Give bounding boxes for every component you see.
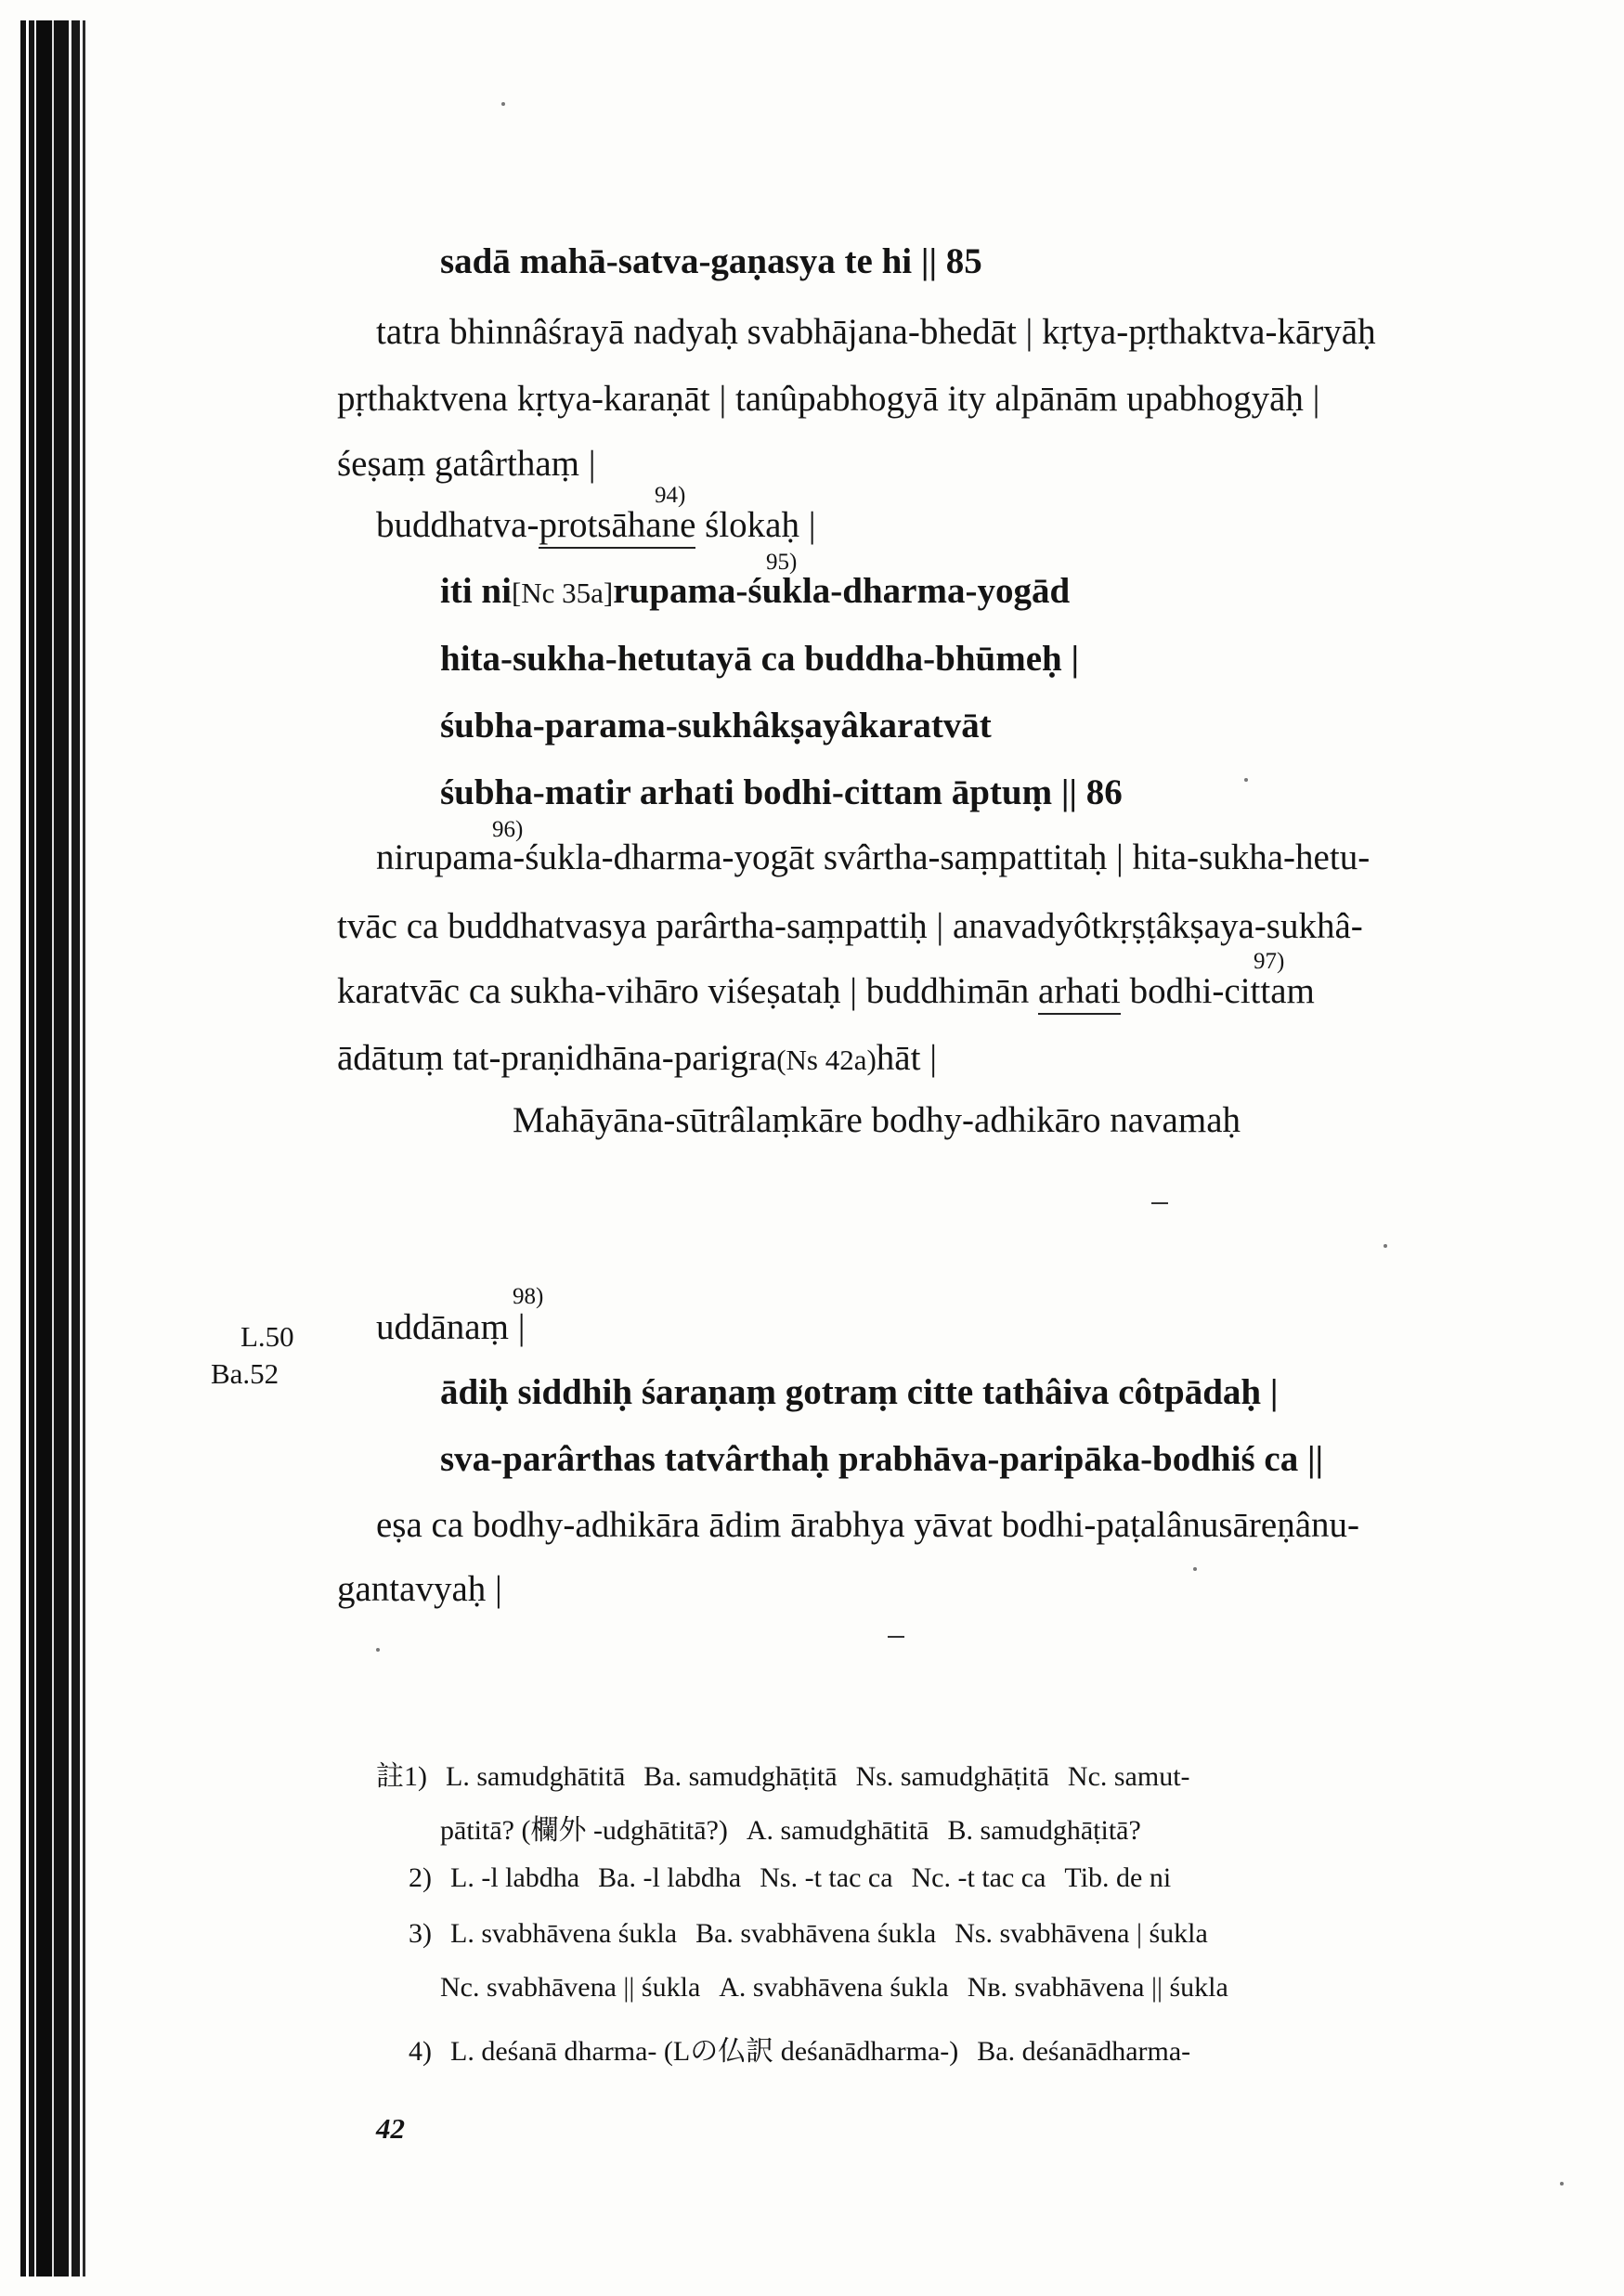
- footnote-1: 註1) L. samudghātitā Ba. samudghāṭitā Ns. samudghāṭitā Nc. samut-: [376, 1761, 1190, 1792]
- note-ref-98: 98): [513, 1284, 544, 1309]
- page-number: 42: [376, 2112, 405, 2145]
- note-ref-97: 97): [1254, 949, 1285, 974]
- footnote-4: 4) L. deśanā dharma- (Lの仏訳 deśanādharma-) Ba. deśanādharma-: [409, 2036, 1191, 2067]
- note-ref-96: 96): [492, 817, 524, 842]
- chapter-colophon: Mahāyāna-sūtrâlaṃkāre bodhy-adhikāro navamaḥ: [513, 1100, 1241, 1140]
- margin-ref-ba: Ba.52: [211, 1357, 279, 1390]
- commentary-line: gantavyaḥ |: [337, 1569, 502, 1609]
- footnote-2: 2) L. -l labdha Ba. -l labdha Ns. -t tac ca Nc. -t tac ca Tib. de ni: [409, 1862, 1172, 1893]
- commentary-line: karatvāc ca sukha-vihāro viśeṣataḥ | buddhimān arhati bodhi-cittam: [337, 973, 1315, 1009]
- commentary-line: śeṣaṃ gatârthaṃ |: [337, 444, 596, 484]
- footnote-3-cont: Nc. svabhāvena || śukla A. svabhāvena śukla Nв. svabhāvena || śukla: [440, 1972, 1228, 2003]
- uddana-verse-line: sva-parârthas tatvârthaḥ prabhāva-paripāka-bodhiś ca ||: [440, 1439, 1324, 1479]
- commentary-line: nirupama-śukla-dharma-yogāt svârtha-saṃpattitaḥ | hita-sukha-hetu-: [376, 837, 1371, 877]
- verse-86-line: hita-sukha-hetutayā ca buddha-bhūmeḥ |: [440, 639, 1080, 679]
- book-spine-edge: [20, 20, 97, 2277]
- commentary-line: tatra bhinnâśrayā nadyaḥ svabhājana-bhedāt | kṛtya-pṛthaktva-kāryāḥ: [376, 312, 1376, 352]
- verse-86-line: iti ni[Nc 35a]rupama-śukla-dharma-yogād: [440, 571, 1071, 611]
- verse-86-line: śubha-matir arhati bodhi-cittam āptuṃ || 86: [440, 772, 1123, 812]
- commentary-line: ādātuṃ tat-praṇidhāna-parigra(Ns 42a)hāt |: [337, 1038, 937, 1078]
- note-ref-94: 94): [655, 483, 686, 508]
- margin-ref-l: L.50: [240, 1320, 294, 1353]
- uddana-verse-line: ādiḥ siddhiḥ śaraṇaṃ gotraṃ citte tathâiva côtpādaḥ |: [440, 1372, 1279, 1412]
- verse-85-end: sadā mahā-satva-gaṇasya te hi || 85: [440, 241, 982, 281]
- commentary-line: pṛthaktvena kṛtya-karaṇāt | tanûpabhogyā ity alpānām upabhogyāḥ |: [337, 379, 1320, 419]
- footnote-3: 3) L. svabhāvena śukla Ba. svabhāvena śukla Ns. svabhāvena | śukla: [409, 1918, 1208, 1949]
- commentary-line: eṣa ca bodhy-adhikāra ādim ārabhya yāvat bodhi-paṭalânusāreṇânu-: [376, 1505, 1360, 1545]
- footnote-1-cont: pātitā? (欄外 -udghātitā?) A. samudghātitā B. samudghāṭitā?: [440, 1815, 1141, 1846]
- commentary-line: buddhatva-protsāhane ślokaḥ |: [376, 507, 816, 543]
- verse-86-line: śubha-parama-sukhâkṣayâkaratvāt: [440, 706, 992, 746]
- note-ref-95: 95): [766, 550, 798, 575]
- uddana-heading: uddānaṃ |: [376, 1307, 526, 1347]
- commentary-line: tvāc ca buddhatvasya parârtha-saṃpattiḥ | anavadyôtkṛṣṭâkṣaya-sukhâ-: [337, 906, 1363, 946]
